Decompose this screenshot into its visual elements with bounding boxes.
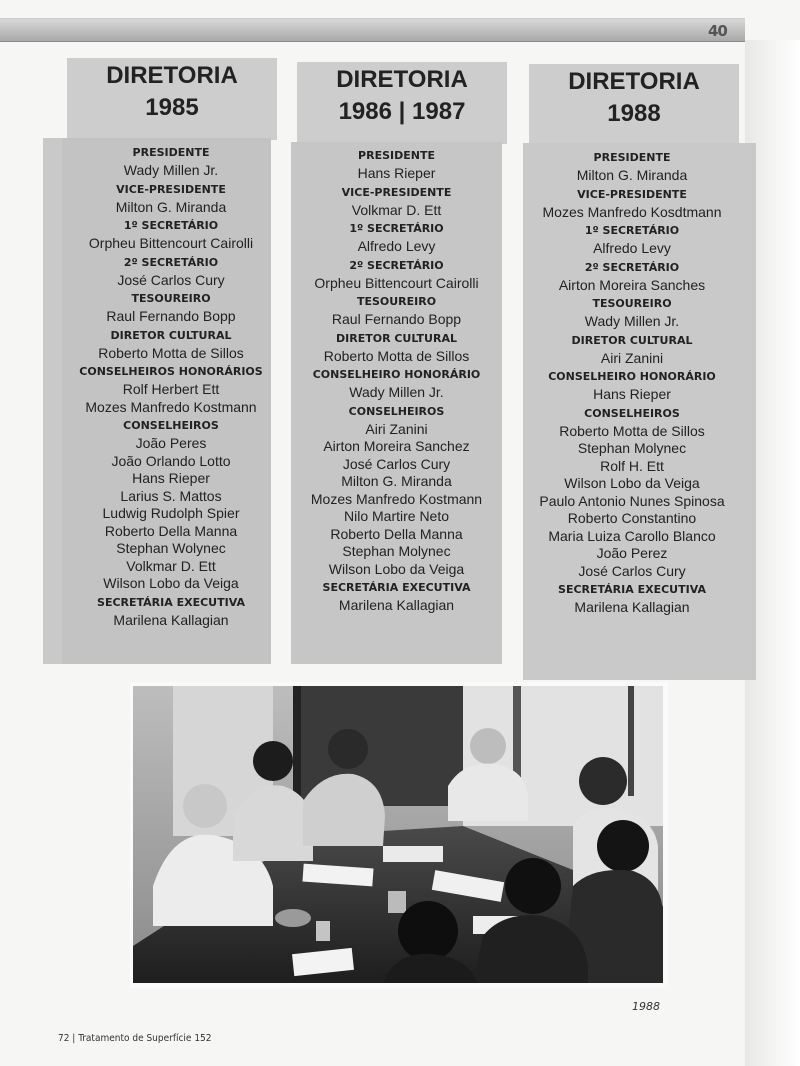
role-heading: VICE-PRESIDENTE (116, 182, 226, 196)
role-heading: PRESIDENTE (593, 151, 671, 164)
role-heading: 2º SECRETÁRIO (349, 258, 444, 272)
board-title-line1: DIRETORIA (106, 62, 238, 89)
role-heading: CONSELHEIROS (123, 419, 219, 432)
role-heading: VICE-PRESIDENTE (577, 187, 687, 201)
member-name: Airton Moreira Sanches (558, 276, 706, 293)
member-name: Roberto Motta de Sillos (98, 344, 244, 361)
role-heading: SECRETÁRIA EXECUTIVA (558, 583, 706, 596)
page-footer: 72 | Tratamento de Superfície 152 (58, 1033, 212, 1044)
role-heading: PRESIDENTE (132, 146, 210, 159)
member-name: Orpheu Bittencourt Cairolli (314, 274, 479, 291)
member-name: Roberto Constantino (567, 510, 697, 526)
member-name: Milton G. Miranda (115, 198, 227, 215)
member-name: Wady Millen Jr. (349, 384, 444, 400)
role-heading: TESOUREIRO (131, 292, 211, 305)
member-name: João Peres (135, 435, 207, 451)
role-heading: 2º SECRETÁRIO (123, 255, 219, 269)
photo-caption: 1988 (632, 1000, 660, 1013)
member-name: Marilena Kallagian (338, 597, 455, 613)
role-heading: DIRETOR CULTURAL (110, 328, 232, 342)
member-name: José Carlos Cury (117, 271, 225, 288)
member-name: Mozes Manfredo Kostmann (310, 490, 483, 507)
member-name: Larius S. Mattos (120, 487, 222, 504)
member-name: Wady Millen Jr. (584, 313, 680, 329)
meeting-photo-illustration (133, 686, 663, 983)
role-heading: 1º SECRETÁRIO (123, 219, 219, 232)
role-heading: CONSELHEIROS (584, 406, 680, 420)
member-name: Rolf H. Ett (600, 457, 664, 474)
role-heading: TESOUREIRO (592, 297, 672, 310)
board-1985-title (67, 60, 277, 124)
member-name: Stephan Molynec (577, 440, 687, 456)
board-1986-1987-members (291, 146, 502, 615)
member-name: Mozes Manfredo Kostmann (85, 398, 257, 415)
role-heading: DIRETOR CULTURAL (571, 333, 693, 347)
member-name: Paulo Antonio Nunes Spinosa (539, 492, 725, 509)
role-heading: SECRETÁRIA EXECUTIVA (322, 581, 471, 594)
member-name: Wilson Lobo da Veiga (328, 560, 465, 577)
member-name: Maria Luiza Carollo Blanco (548, 527, 716, 544)
member-name: Raul Fernando Bopp (331, 311, 462, 327)
role-heading: TESOUREIRO (356, 295, 437, 308)
role-heading: CONSELHEIROS HONORÁRIOS (79, 365, 263, 378)
member-name: Volkmar D. Ett (351, 201, 442, 218)
meeting-photo (133, 686, 663, 983)
member-name: Wady Millen Jr. (123, 162, 219, 178)
role-heading: SECRETÁRIA EXECUTIVA (97, 595, 245, 609)
member-name: Roberto Della Manna (330, 525, 463, 542)
member-name: Milton G. Miranda (576, 167, 688, 183)
anniversary-number: 40 (708, 22, 727, 40)
member-name: Roberto Motta de Sillos (323, 347, 470, 364)
member-name: José Carlos Cury (342, 455, 451, 472)
role-heading: CONSELHEIRO HONORÁRIO (312, 368, 481, 381)
board-1985-members (62, 143, 280, 629)
member-name: João Perez (596, 545, 668, 561)
member-name: Airi Zanini (600, 349, 664, 366)
member-name: Rolf Herbert Ett (122, 381, 220, 397)
member-name: Volkmar D. Ett (126, 557, 216, 574)
member-name: Milton G. Miranda (341, 473, 452, 489)
role-heading: VICE-PRESIDENTE (341, 185, 452, 199)
role-heading: PRESIDENTE (358, 149, 435, 162)
member-name: Wilson Lobo da Veiga (103, 575, 239, 591)
member-name: Airton Moreira Sanchez (323, 438, 470, 454)
board-1988-title (529, 66, 739, 130)
member-name: Stephan Wolynec (116, 540, 226, 556)
role-heading: CONSELHEIROS (348, 404, 445, 418)
member-name: Airi Zanini (365, 420, 428, 437)
member-name: Orpheu Bittencourt Cairolli (88, 235, 254, 251)
board-title-line1: DIRETORIA (568, 68, 700, 95)
board-title-line2: 1986 | 1987 (338, 98, 466, 125)
member-name: Alfredo Levy (593, 240, 671, 256)
board-1988-members (523, 148, 741, 617)
member-name: Hans Rieper (357, 165, 436, 181)
board-title-line2: 1988 (607, 100, 661, 127)
anniversary-logo (708, 22, 744, 40)
member-name: Marilena Kallagian (574, 599, 690, 615)
role-heading: 1º SECRETÁRIO (349, 222, 444, 235)
board-title-line1: DIRETORIA (336, 66, 468, 93)
member-name: Nilo Martire Neto (343, 508, 450, 524)
header-bar (0, 18, 745, 42)
member-name: Roberto Motta de Sillos (559, 422, 705, 439)
member-name: José Carlos Cury (578, 562, 686, 579)
board-title-line2: 1985 (145, 94, 199, 121)
board-1986-1987-title (297, 64, 507, 128)
member-name: Hans Rieper (593, 386, 671, 402)
member-name: Ludwig Rudolph Spier (102, 505, 240, 521)
member-name: Mozes Manfredo Kosdtmann (542, 203, 722, 220)
role-heading: 1º SECRETÁRIO (584, 224, 680, 237)
role-heading: 2º SECRETÁRIO (584, 260, 680, 274)
member-name: Stephan Molynec (342, 543, 451, 559)
member-name: Alfredo Levy (357, 238, 436, 254)
role-heading: CONSELHEIRO HONORÁRIO (548, 370, 716, 383)
member-name: Raul Fernando Bopp (106, 308, 236, 324)
member-name: Roberto Della Manna (104, 522, 238, 539)
member-name: João Orlando Lotto (111, 452, 231, 469)
member-name: Marilena Kallagian (113, 611, 229, 628)
member-name: Wilson Lobo da Veiga (564, 475, 700, 491)
role-heading: DIRETOR CULTURAL (336, 331, 457, 345)
member-name: Hans Rieper (132, 470, 210, 486)
